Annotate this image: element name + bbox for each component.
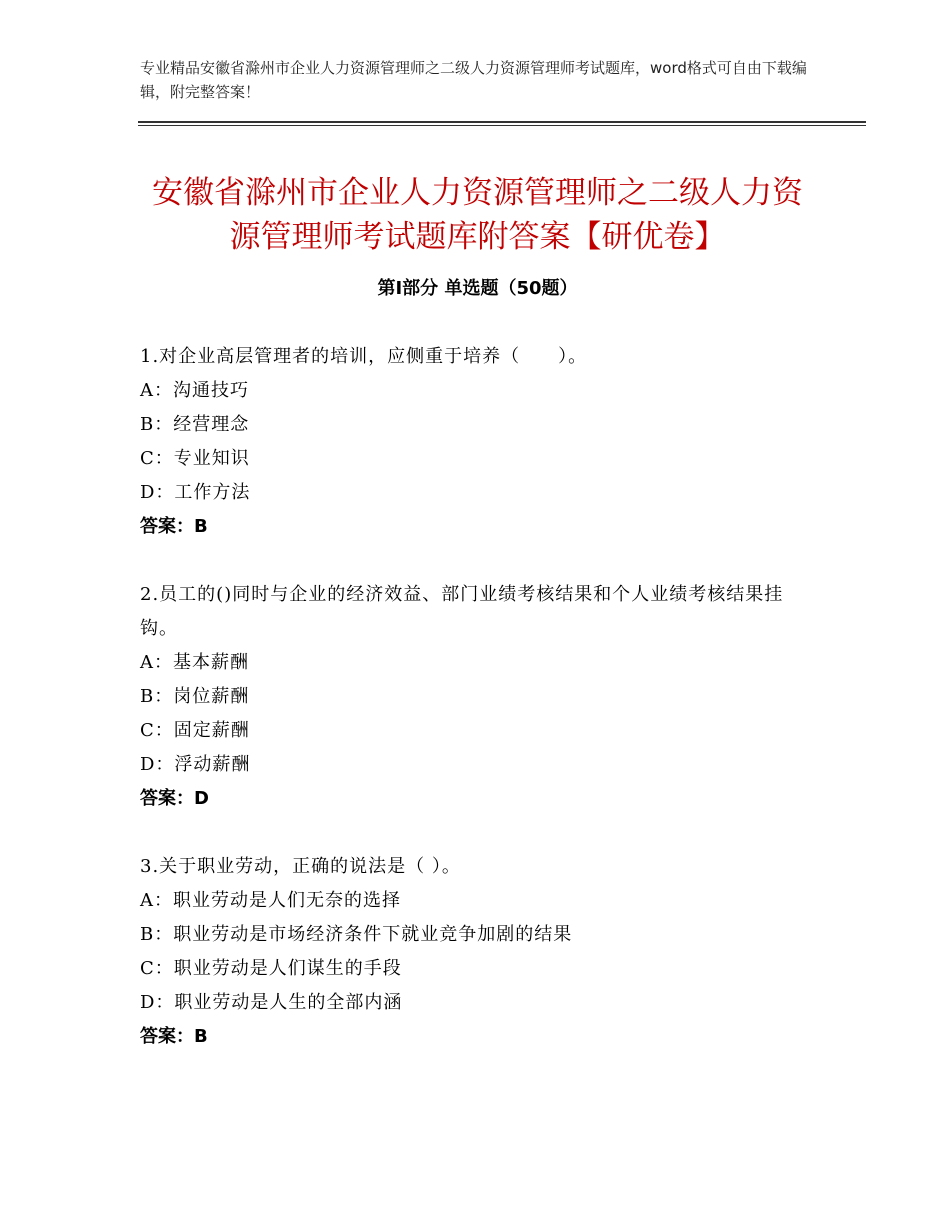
question-stem: 2.员工的()同时与企业的经济效益、部门业绩考核结果和个人业绩考核结果挂钩。 [140, 584, 784, 639]
option-a: A：基本薪酬 [140, 652, 249, 673]
option-c: C：专业知识 [140, 448, 250, 469]
question-stem: 3.关于职业劳动，正确的说法是（ ）。 [140, 856, 461, 877]
option-b: B：岗位薪酬 [140, 686, 250, 707]
option-d: D：工作方法 [140, 482, 251, 503]
header-divider-thick [138, 121, 866, 123]
header-note: 专业精品安徽省滁州市企业人力资源管理师之二级人力资源管理师考试题库，word格式可自由下载编辑，附完整答案！ [140, 59, 807, 101]
option-c: C：固定薪酬 [140, 720, 250, 741]
option-d: D：浮动薪酬 [140, 754, 251, 775]
question-2 [140, 578, 820, 816]
option-b: B：经营理念 [140, 414, 250, 435]
question-stem: 1.对企业高层管理者的培训，应侧重于培养（ ）。 [140, 346, 588, 367]
option-b: B：职业劳动是市场经济条件下就业竞争加剧的结果 [140, 924, 573, 945]
answer-line: 答案：B [140, 516, 208, 537]
question-3 [140, 850, 820, 1054]
question-1 [140, 340, 820, 544]
document-title: 安徽省滁州市企业人力资源管理师之二级人力资源管理师考试题库附答案【研优卷】 [152, 174, 803, 255]
option-c: C：职业劳动是人们谋生的手段 [140, 958, 402, 979]
option-a: A：沟通技巧 [140, 380, 249, 401]
section-heading: 第Ⅰ部分 单选题（50题） [377, 278, 578, 299]
answer-line: 答案：B [140, 1026, 208, 1047]
question-list [140, 340, 820, 1088]
answer-line: 答案：D [140, 788, 209, 809]
option-d: D：职业劳动是人生的全部内涵 [140, 992, 403, 1013]
option-a: A：职业劳动是人们无奈的选择 [140, 890, 401, 911]
header-divider-thin [138, 125, 866, 126]
